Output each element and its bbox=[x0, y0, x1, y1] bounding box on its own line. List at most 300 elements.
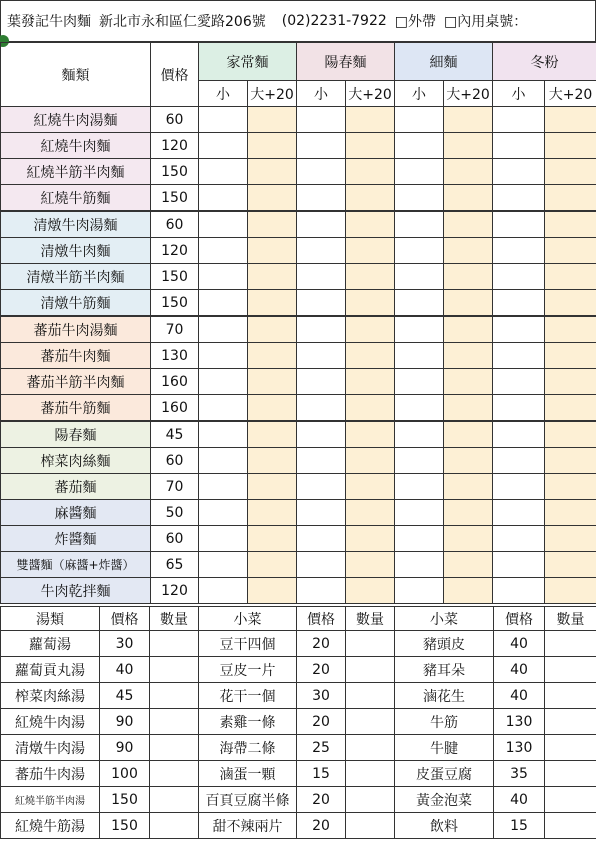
side-dish-qty[interactable] bbox=[545, 735, 596, 761]
qty-cell-large[interactable] bbox=[248, 211, 297, 238]
qty-cell-small[interactable] bbox=[199, 421, 248, 448]
side-table-header: 數量 bbox=[346, 607, 395, 631]
side-dish-price: 20 bbox=[297, 631, 346, 657]
side-dish-qty[interactable] bbox=[545, 657, 596, 683]
qty-cell-large[interactable] bbox=[346, 395, 395, 422]
noodle-type-thin: 細麵 bbox=[395, 43, 493, 81]
side-dish-name: 豬耳朵 bbox=[395, 657, 494, 683]
qty-cell-small[interactable] bbox=[199, 526, 248, 552]
qty-cell-large[interactable] bbox=[346, 264, 395, 290]
side-dish-price: 130 bbox=[494, 709, 545, 735]
side-dish-qty[interactable] bbox=[545, 761, 596, 787]
soup-price: 40 bbox=[100, 657, 150, 683]
qty-cell-small[interactable] bbox=[395, 395, 444, 422]
menu-item-name: 榨菜肉絲麵 bbox=[1, 448, 151, 474]
side-dish-price: 40 bbox=[494, 631, 545, 657]
qty-cell-large[interactable] bbox=[346, 211, 395, 238]
side-dish-qty[interactable] bbox=[346, 813, 395, 839]
qty-cell-small[interactable] bbox=[199, 578, 248, 604]
qty-cell-large[interactable] bbox=[248, 316, 297, 343]
menu-item-price: 130 bbox=[151, 343, 199, 369]
qty-cell-small[interactable] bbox=[493, 185, 545, 212]
side-table-row bbox=[1, 657, 596, 683]
qty-cell-small[interactable] bbox=[493, 159, 545, 185]
qty-cell-large[interactable] bbox=[346, 290, 395, 317]
qty-cell-large[interactable] bbox=[545, 238, 596, 264]
qty-cell-small[interactable] bbox=[297, 421, 346, 448]
qty-cell-small[interactable] bbox=[199, 369, 248, 395]
soup-qty[interactable] bbox=[150, 735, 199, 761]
side-dish-price: 40 bbox=[494, 787, 545, 813]
side-dish-price: 30 bbox=[297, 683, 346, 709]
qty-cell-small[interactable] bbox=[297, 290, 346, 317]
qty-cell-large[interactable] bbox=[346, 578, 395, 604]
shop-address: 新北市永和區仁愛路206號 bbox=[99, 14, 266, 30]
side-table-header: 價格 bbox=[100, 607, 150, 631]
side-dish-price: 20 bbox=[297, 657, 346, 683]
menu-item-name: 蕃茄牛筋麵 bbox=[1, 395, 151, 422]
qty-cell-large[interactable] bbox=[346, 500, 395, 526]
qty-cell-large[interactable] bbox=[444, 264, 493, 290]
menu-item-name: 雙醬麵（麻醬+炸醬） bbox=[1, 552, 151, 578]
sheet-header bbox=[0, 0, 596, 42]
qty-cell-large[interactable] bbox=[444, 211, 493, 238]
qty-cell-large[interactable] bbox=[248, 369, 297, 395]
side-dish-name: 海帶二條 bbox=[199, 735, 297, 761]
side-table-header: 數量 bbox=[545, 607, 596, 631]
menu-row bbox=[1, 474, 596, 500]
soup-qty[interactable] bbox=[150, 761, 199, 787]
menu-item-name: 清燉牛肉麵 bbox=[1, 238, 151, 264]
side-table-header: 小菜 bbox=[395, 607, 494, 631]
qty-cell-large[interactable] bbox=[248, 238, 297, 264]
qty-cell-small[interactable] bbox=[297, 264, 346, 290]
qty-cell-small[interactable] bbox=[493, 290, 545, 317]
menu-item-price: 150 bbox=[151, 159, 199, 185]
menu-item-name: 紅燒牛筋麵 bbox=[1, 185, 151, 212]
side-table-row bbox=[1, 787, 596, 813]
soup-price: 150 bbox=[100, 787, 150, 813]
qty-cell-large[interactable] bbox=[545, 107, 596, 133]
menu-item-price: 70 bbox=[151, 474, 199, 500]
side-dish-name: 豆干四個 bbox=[199, 631, 297, 657]
soup-qty[interactable] bbox=[150, 683, 199, 709]
side-dish-qty[interactable] bbox=[346, 683, 395, 709]
qty-cell-large[interactable] bbox=[346, 552, 395, 578]
side-dish-qty[interactable] bbox=[545, 709, 596, 735]
qty-cell-small[interactable] bbox=[199, 159, 248, 185]
qty-cell-large[interactable] bbox=[545, 133, 596, 159]
qty-cell-large[interactable] bbox=[444, 578, 493, 604]
qty-cell-small[interactable] bbox=[395, 343, 444, 369]
qty-cell-large[interactable] bbox=[545, 264, 596, 290]
qty-cell-small[interactable] bbox=[493, 474, 545, 500]
qty-cell-large[interactable] bbox=[346, 107, 395, 133]
qty-cell-small[interactable] bbox=[395, 133, 444, 159]
qty-cell-small[interactable] bbox=[297, 316, 346, 343]
side-dish-price: 15 bbox=[494, 813, 545, 839]
side-dish-name: 甜不辣兩片 bbox=[199, 813, 297, 839]
qty-cell-small[interactable] bbox=[199, 343, 248, 369]
qty-cell-small[interactable] bbox=[395, 526, 444, 552]
qty-cell-large[interactable] bbox=[545, 526, 596, 552]
menu-item-price: 160 bbox=[151, 395, 199, 422]
qty-cell-small[interactable] bbox=[395, 211, 444, 238]
qty-cell-small[interactable] bbox=[199, 395, 248, 422]
qty-cell-large[interactable] bbox=[444, 159, 493, 185]
soup-name: 清燉牛肉湯 bbox=[1, 735, 100, 761]
qty-cell-large[interactable] bbox=[248, 526, 297, 552]
qty-cell-large[interactable] bbox=[346, 343, 395, 369]
qty-cell-small[interactable] bbox=[395, 290, 444, 317]
qty-cell-large[interactable] bbox=[346, 159, 395, 185]
side-dish-qty[interactable] bbox=[545, 813, 596, 839]
qty-cell-small[interactable] bbox=[493, 369, 545, 395]
side-dish-name: 飲料 bbox=[395, 813, 494, 839]
side-dish-price: 130 bbox=[494, 735, 545, 761]
qty-cell-small[interactable] bbox=[493, 211, 545, 238]
qty-cell-small[interactable] bbox=[297, 552, 346, 578]
side-table-row bbox=[1, 813, 596, 839]
qty-cell-small[interactable] bbox=[493, 526, 545, 552]
noodle-order-table bbox=[0, 42, 596, 604]
size-small-label: 小 bbox=[395, 81, 444, 107]
soup-qty[interactable] bbox=[150, 787, 199, 813]
qty-cell-large[interactable] bbox=[444, 316, 493, 343]
side-dish-price: 20 bbox=[297, 813, 346, 839]
qty-cell-large[interactable] bbox=[545, 421, 596, 448]
qty-cell-small[interactable] bbox=[395, 185, 444, 212]
side-dish-name: 滷蛋一顆 bbox=[199, 761, 297, 787]
qty-cell-large[interactable] bbox=[545, 448, 596, 474]
qty-cell-small[interactable] bbox=[395, 474, 444, 500]
qty-cell-large[interactable] bbox=[444, 343, 493, 369]
qty-cell-large[interactable] bbox=[346, 133, 395, 159]
qty-cell-small[interactable] bbox=[199, 107, 248, 133]
shop-phone: (02)2231-7922 bbox=[281, 13, 387, 29]
menu-row bbox=[1, 238, 596, 264]
soup-name: 紅燒半筋半肉湯 bbox=[1, 787, 100, 813]
menu-item-price: 150 bbox=[151, 185, 199, 212]
qty-cell-small[interactable] bbox=[199, 133, 248, 159]
menu-item-name: 蕃茄牛肉湯麵 bbox=[1, 316, 151, 343]
qty-cell-large[interactable] bbox=[346, 526, 395, 552]
menu-item-price: 50 bbox=[151, 500, 199, 526]
menu-item-price: 120 bbox=[151, 578, 199, 604]
menu-item-name: 紅燒牛肉湯麵 bbox=[1, 107, 151, 133]
side-table-row bbox=[1, 683, 596, 709]
size-small-label: 小 bbox=[199, 81, 248, 107]
menu-row bbox=[1, 448, 596, 474]
qty-cell-large[interactable] bbox=[248, 159, 297, 185]
side-dish-price: 20 bbox=[297, 787, 346, 813]
menu-item-name: 蕃茄麵 bbox=[1, 474, 151, 500]
qty-cell-small[interactable] bbox=[297, 369, 346, 395]
soup-side-table bbox=[0, 606, 596, 839]
side-dish-name: 百頁豆腐半條 bbox=[199, 787, 297, 813]
menu-row bbox=[1, 395, 596, 422]
side-dish-price: 25 bbox=[297, 735, 346, 761]
qty-cell-large[interactable] bbox=[444, 552, 493, 578]
menu-row bbox=[1, 211, 596, 238]
menu-row bbox=[1, 500, 596, 526]
side-dish-price: 35 bbox=[494, 761, 545, 787]
side-dish-name: 豬頭皮 bbox=[395, 631, 494, 657]
qty-cell-small[interactable] bbox=[493, 395, 545, 422]
qty-cell-large[interactable] bbox=[444, 395, 493, 422]
qty-cell-small[interactable] bbox=[199, 316, 248, 343]
soup-price: 30 bbox=[100, 631, 150, 657]
qty-cell-small[interactable] bbox=[493, 578, 545, 604]
qty-cell-small[interactable] bbox=[493, 500, 545, 526]
qty-cell-small[interactable] bbox=[199, 500, 248, 526]
qty-cell-large[interactable] bbox=[545, 290, 596, 317]
qty-cell-large[interactable] bbox=[444, 133, 493, 159]
side-dish-name: 黃金泡菜 bbox=[395, 787, 494, 813]
menu-item-price: 160 bbox=[151, 369, 199, 395]
menu-row bbox=[1, 343, 596, 369]
qty-cell-small[interactable] bbox=[199, 211, 248, 238]
menu-row bbox=[1, 316, 596, 343]
qty-cell-large[interactable] bbox=[248, 474, 297, 500]
soup-qty[interactable] bbox=[150, 631, 199, 657]
qty-cell-small[interactable] bbox=[297, 474, 346, 500]
menu-row bbox=[1, 159, 596, 185]
soup-price: 90 bbox=[100, 735, 150, 761]
menu-row bbox=[1, 421, 596, 448]
side-dish-price: 20 bbox=[297, 709, 346, 735]
qty-cell-small[interactable] bbox=[395, 369, 444, 395]
qty-cell-small[interactable] bbox=[493, 264, 545, 290]
side-dish-qty[interactable] bbox=[346, 631, 395, 657]
qty-cell-large[interactable] bbox=[444, 107, 493, 133]
menu-item-name: 炸醬麵 bbox=[1, 526, 151, 552]
qty-cell-small[interactable] bbox=[297, 500, 346, 526]
side-dish-price: 15 bbox=[297, 761, 346, 787]
side-dish-qty[interactable] bbox=[346, 657, 395, 683]
dinein-checkbox[interactable]: □內用桌號： bbox=[444, 14, 528, 30]
qty-cell-large[interactable] bbox=[346, 185, 395, 212]
side-table-row bbox=[1, 709, 596, 735]
qty-cell-small[interactable] bbox=[395, 552, 444, 578]
qty-cell-small[interactable] bbox=[493, 107, 545, 133]
qty-cell-small[interactable] bbox=[493, 238, 545, 264]
qty-cell-large[interactable] bbox=[248, 290, 297, 317]
side-dish-qty[interactable] bbox=[346, 761, 395, 787]
qty-cell-large[interactable] bbox=[248, 185, 297, 212]
side-dish-price: 40 bbox=[494, 683, 545, 709]
menu-row bbox=[1, 133, 596, 159]
menu-row bbox=[1, 526, 596, 552]
menu-item-price: 45 bbox=[151, 421, 199, 448]
soup-name: 榨菜肉絲湯 bbox=[1, 683, 100, 709]
qty-cell-large[interactable] bbox=[545, 578, 596, 604]
qty-cell-large[interactable] bbox=[248, 107, 297, 133]
qty-cell-large[interactable] bbox=[248, 552, 297, 578]
qty-cell-large[interactable] bbox=[346, 421, 395, 448]
noodle-type-home-style: 家常麵 bbox=[199, 43, 297, 81]
qty-cell-large[interactable] bbox=[248, 500, 297, 526]
qty-cell-large[interactable] bbox=[444, 290, 493, 317]
qty-cell-small[interactable] bbox=[297, 159, 346, 185]
qty-cell-large[interactable] bbox=[248, 264, 297, 290]
menu-row bbox=[1, 552, 596, 578]
soup-name: 蘿蔔湯 bbox=[1, 631, 100, 657]
qty-cell-small[interactable] bbox=[199, 290, 248, 317]
qty-cell-large[interactable] bbox=[545, 500, 596, 526]
soup-qty[interactable] bbox=[150, 657, 199, 683]
qty-cell-small[interactable] bbox=[395, 159, 444, 185]
qty-cell-large[interactable] bbox=[545, 552, 596, 578]
menu-item-name: 麻醬麵 bbox=[1, 500, 151, 526]
qty-cell-small[interactable] bbox=[395, 578, 444, 604]
qty-cell-small[interactable] bbox=[297, 211, 346, 238]
side-dish-name: 花干一個 bbox=[199, 683, 297, 709]
side-dish-qty[interactable] bbox=[545, 631, 596, 657]
menu-row bbox=[1, 264, 596, 290]
qty-cell-large[interactable] bbox=[346, 448, 395, 474]
side-dish-qty[interactable] bbox=[545, 787, 596, 813]
qty-cell-small[interactable] bbox=[395, 421, 444, 448]
qty-cell-large[interactable] bbox=[444, 421, 493, 448]
soup-name: 紅燒牛筋湯 bbox=[1, 813, 100, 839]
qty-cell-small[interactable] bbox=[297, 238, 346, 264]
qty-cell-large[interactable] bbox=[248, 448, 297, 474]
qty-cell-small[interactable] bbox=[297, 185, 346, 212]
qty-cell-small[interactable] bbox=[297, 526, 346, 552]
qty-cell-large[interactable] bbox=[545, 211, 596, 238]
side-dish-price: 40 bbox=[494, 657, 545, 683]
qty-cell-small[interactable] bbox=[199, 238, 248, 264]
side-table-row bbox=[1, 631, 596, 657]
menu-item-name: 紅燒半筋半肉麵 bbox=[1, 159, 151, 185]
side-dish-name: 皮蛋豆腐 bbox=[395, 761, 494, 787]
side-dish-qty[interactable] bbox=[346, 735, 395, 761]
menu-row bbox=[1, 290, 596, 317]
side-dish-name: 滷花生 bbox=[395, 683, 494, 709]
qty-cell-small[interactable] bbox=[199, 264, 248, 290]
qty-cell-large[interactable] bbox=[444, 238, 493, 264]
qty-cell-small[interactable] bbox=[199, 552, 248, 578]
qty-cell-small[interactable] bbox=[395, 107, 444, 133]
qty-cell-large[interactable] bbox=[545, 343, 596, 369]
qty-cell-large[interactable] bbox=[545, 369, 596, 395]
qty-cell-small[interactable] bbox=[199, 474, 248, 500]
qty-cell-large[interactable] bbox=[444, 526, 493, 552]
noodle-type-yangchun: 陽春麵 bbox=[297, 43, 395, 81]
qty-cell-small[interactable] bbox=[493, 448, 545, 474]
qty-cell-small[interactable] bbox=[493, 552, 545, 578]
menu-item-price: 60 bbox=[151, 107, 199, 133]
side-dish-qty[interactable] bbox=[346, 787, 395, 813]
qty-cell-small[interactable] bbox=[297, 578, 346, 604]
side-table-header: 湯類 bbox=[1, 607, 100, 631]
menu-row bbox=[1, 369, 596, 395]
side-dish-qty[interactable] bbox=[545, 683, 596, 709]
qty-cell-large[interactable] bbox=[444, 185, 493, 212]
menu-item-name: 紅燒牛肉麵 bbox=[1, 133, 151, 159]
qty-cell-small[interactable] bbox=[493, 316, 545, 343]
takeout-checkbox[interactable]: □外帶 bbox=[394, 14, 437, 30]
qty-cell-large[interactable] bbox=[346, 369, 395, 395]
column-header-price: 價格 bbox=[151, 43, 199, 107]
qty-cell-large[interactable] bbox=[545, 185, 596, 212]
qty-cell-large[interactable] bbox=[248, 133, 297, 159]
menu-item-price: 65 bbox=[151, 552, 199, 578]
qty-cell-large[interactable] bbox=[545, 159, 596, 185]
qty-cell-large[interactable] bbox=[444, 474, 493, 500]
qty-cell-large[interactable] bbox=[444, 500, 493, 526]
qty-cell-large[interactable] bbox=[545, 395, 596, 422]
qty-cell-small[interactable] bbox=[493, 343, 545, 369]
menu-item-name: 清燉牛筋麵 bbox=[1, 290, 151, 317]
soup-price: 45 bbox=[100, 683, 150, 709]
qty-cell-large[interactable] bbox=[248, 578, 297, 604]
qty-cell-small[interactable] bbox=[297, 133, 346, 159]
side-table-row bbox=[1, 735, 596, 761]
qty-cell-small[interactable] bbox=[493, 133, 545, 159]
soup-name: 蕃茄牛肉湯 bbox=[1, 761, 100, 787]
menu-item-name: 清燉半筋半肉麵 bbox=[1, 264, 151, 290]
qty-cell-small[interactable] bbox=[297, 448, 346, 474]
qty-cell-large[interactable] bbox=[444, 369, 493, 395]
qty-cell-small[interactable] bbox=[395, 264, 444, 290]
soup-qty[interactable] bbox=[150, 709, 199, 735]
side-table-header: 價格 bbox=[494, 607, 545, 631]
soup-qty[interactable] bbox=[150, 813, 199, 839]
menu-item-price: 120 bbox=[151, 133, 199, 159]
menu-item-name: 陽春麵 bbox=[1, 421, 151, 448]
qty-cell-small[interactable] bbox=[199, 185, 248, 212]
side-table-row bbox=[1, 761, 596, 787]
menu-row bbox=[1, 185, 596, 212]
menu-item-name: 蕃茄半筋半肉麵 bbox=[1, 369, 151, 395]
qty-cell-large[interactable] bbox=[545, 316, 596, 343]
soup-price: 150 bbox=[100, 813, 150, 839]
soup-name: 紅燒牛肉湯 bbox=[1, 709, 100, 735]
menu-item-price: 60 bbox=[151, 211, 199, 238]
qty-cell-large[interactable] bbox=[248, 395, 297, 422]
qty-cell-small[interactable] bbox=[199, 448, 248, 474]
qty-cell-small[interactable] bbox=[297, 107, 346, 133]
size-small-label: 小 bbox=[297, 81, 346, 107]
qty-cell-small[interactable] bbox=[395, 316, 444, 343]
qty-cell-small[interactable] bbox=[395, 448, 444, 474]
column-header-noodles: 麵類 bbox=[1, 43, 151, 107]
size-large-label: 大+20 bbox=[545, 81, 596, 107]
qty-cell-small[interactable] bbox=[395, 238, 444, 264]
side-dish-name: 豆皮一片 bbox=[199, 657, 297, 683]
side-dish-name: 素雞一條 bbox=[199, 709, 297, 735]
side-dish-name: 牛筋 bbox=[395, 709, 494, 735]
qty-cell-large[interactable] bbox=[346, 474, 395, 500]
qty-cell-small[interactable] bbox=[297, 343, 346, 369]
qty-cell-large[interactable] bbox=[346, 316, 395, 343]
qty-cell-large[interactable] bbox=[545, 474, 596, 500]
qty-cell-large[interactable] bbox=[248, 421, 297, 448]
qty-cell-large[interactable] bbox=[444, 448, 493, 474]
menu-item-name: 牛肉乾拌麵 bbox=[1, 578, 151, 604]
qty-cell-large[interactable] bbox=[346, 238, 395, 264]
qty-cell-small[interactable] bbox=[395, 500, 444, 526]
qty-cell-small[interactable] bbox=[493, 421, 545, 448]
qty-cell-large[interactable] bbox=[248, 343, 297, 369]
side-dish-qty[interactable] bbox=[346, 709, 395, 735]
menu-item-price: 150 bbox=[151, 290, 199, 317]
menu-row bbox=[1, 578, 596, 604]
qty-cell-small[interactable] bbox=[297, 395, 346, 422]
menu-row bbox=[1, 107, 596, 133]
